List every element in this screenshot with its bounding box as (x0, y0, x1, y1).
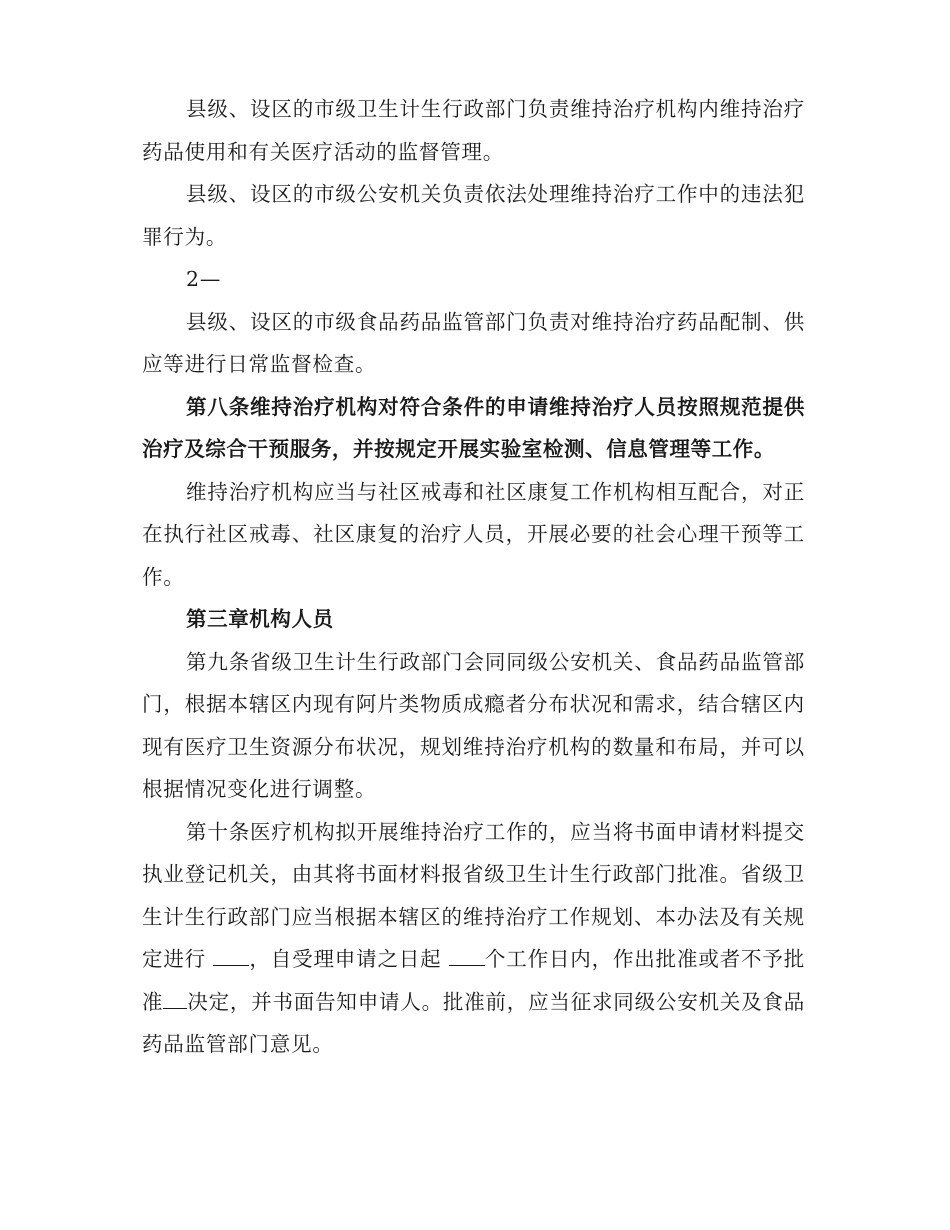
document-page (142, 88, 805, 1066)
paragraph-health-supervision: 县级、设区的市级卫生计生行政部门负责维持治疗机构内维持治疗药品使用和有关医疗活动的监督管理。 (142, 97, 805, 164)
article-10-text-3: 个工作日内，作出批准或者不予批准 (142, 947, 805, 1014)
page-number: 2— (186, 267, 222, 291)
article-10-text-1: 第十条医疗机构拟开展维持治疗工作的，应当将书面申请材料提交执业登记机关，由其将书面材料报省级卫生计生行政部门批准。省级卫生计生行政部门应当根据本辖区的维持治疗工作规划、本办法及有关规定进行 (142, 819, 805, 971)
paragraph-community-cooperation: 维持治疗机构应当与社区戒毒和社区康复工作机构相互配合，对正在执行社区戒毒、社区康复的治疗人员，开展必要的社会心理干预等工作。 (142, 479, 805, 589)
paragraph-food-drug-supervision: 县级、设区的市级食品药品监管部门负责对维持治疗药品配制、供应等进行日常监督检查。 (142, 309, 805, 376)
blank-line (163, 986, 187, 1009)
article-10-paragraph (142, 811, 805, 1066)
article-10-text-2: ，自受理申请之日起 (249, 947, 449, 971)
article-10-text-4: 决定，并书面告知申请人。批准前，应当征求同级公安机关及食品药品监管部门意见。 (142, 989, 806, 1056)
article-9-paragraph: 第九条省级卫生计生行政部门会同同级公安机关、食品药品监管部门，根据本辖区内现有阿片类物质成瘾者分布状况和需求，结合辖区内现有医疗卫生资源分布状况，规划维持治疗机构的数量和布局，并可以根据情况变化进行调整。 (142, 649, 805, 801)
blank-line (213, 943, 249, 966)
chapter-3-heading: 第三章机构人员 (186, 607, 334, 631)
blank-line (449, 943, 485, 966)
paragraph-public-security: 县级、设区的市级公安机关负责依法处理维持治疗工作中的违法犯罪行为。 (142, 182, 805, 249)
article-8-heading: 第八条维持治疗机构对符合条件的申请维持治疗人员按照规范提供治疗及综合干预服务，并按规定开展实验室检测、信息管理等工作。 (142, 394, 805, 461)
